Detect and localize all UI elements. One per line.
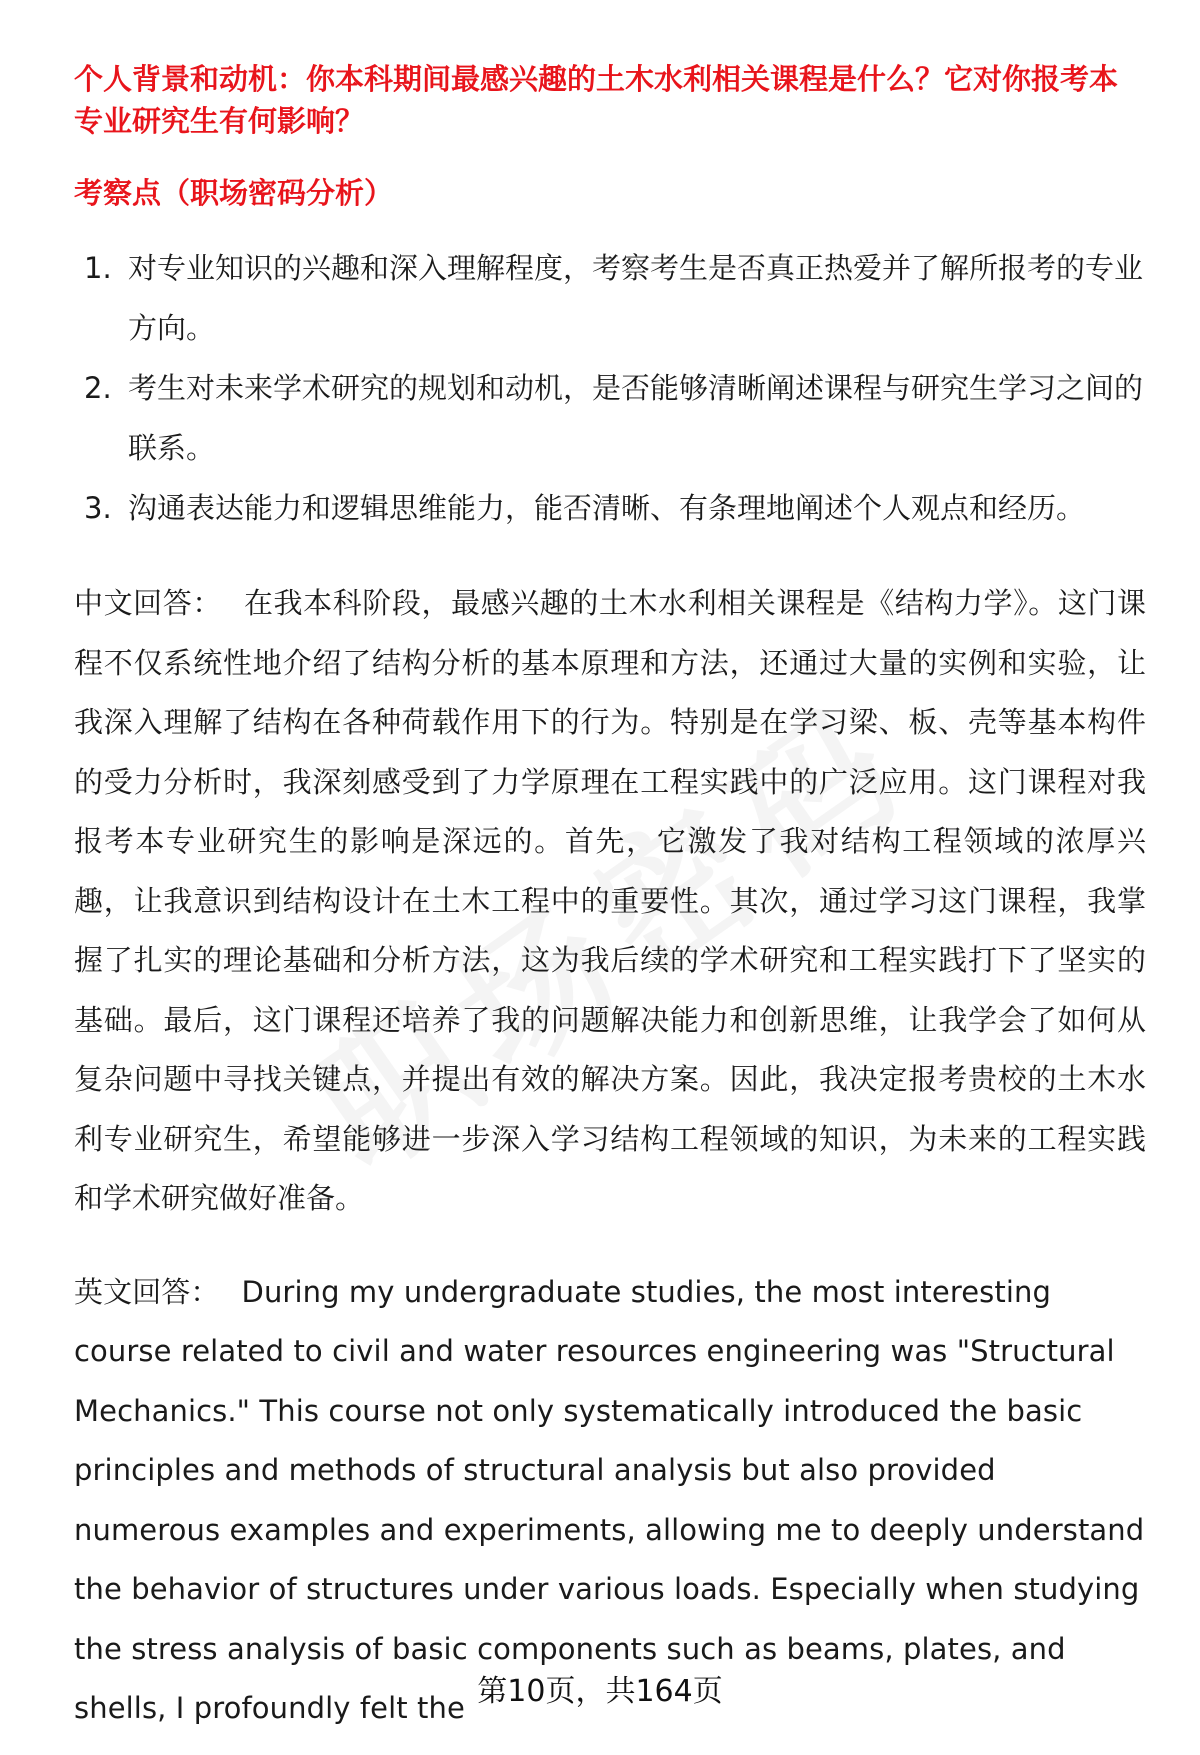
chinese-answer (74, 574, 1146, 1229)
chinese-answer-text: 在我本科阶段，最感兴趣的土木水利相关课程是《结构力学》。这门课程不仅系统性地介绍了结构分析的基本原理和方法，还通过大量的实例和实验，让我深入理解了结构在各种荷载作用下的行为。特别是在学习梁、板、壳等基本构件的受力分析时，我深刻感受到了力学原理在工程实践中的广泛应用。这门课程对我报考本专业研究生的影响是深远的。首先，它激发了我对结构工程领域的浓厚兴趣，让我意识到结构设计在土木工程中的重要性。其次，通过学习这门课程，我掌握了扎实的理论基础和分析方法，这为我后续的学术研究和工程实践打下了坚实的基础。最后，这门课程还培养了我的问题解决能力和创新思维，让我学会了如何从复杂问题中寻找关键点，并提出有效的解决方案。因此，我决定报考贵校的土木水利专业研究生，希望能够进一步深入学习结构工程领域的知识，为未来的工程实践和学术研究做好准备。 (74, 586, 1146, 1215)
list-item-text: 对专业知识的兴趣和深入理解程度，考察考生是否真正热爱并了解所报考的专业方向。 (128, 251, 1144, 345)
chinese-answer-label: 中文回答： (74, 586, 222, 620)
list-number: 1. (84, 251, 112, 285)
list-item-text: 沟通表达能力和逻辑思维能力，能否清晰、有条理地阐述个人观点和经历。 (128, 491, 1086, 525)
list-item-text: 考生对未来学术研究的规划和动机，是否能够清晰阐述课程与研究生学习之间的联系。 (128, 371, 1144, 465)
list-item (74, 238, 1146, 358)
section-heading: 考察点（职场密码分析） (74, 176, 394, 210)
list-item (74, 478, 1146, 538)
list-item (74, 358, 1146, 478)
english-answer-label: 英文回答： (74, 1274, 220, 1309)
page-number-footer: 第10页，共164页 (477, 1674, 723, 1709)
assessment-points-list (74, 238, 1146, 538)
english-answer-text: During my undergraduate studies, the most interesting course related to civil and water resources engineering was "Structural Mechanics." This course not only systematically introduced the basic principles and methods of structural analysis but also provided numerous examples and experiments, allowing me to deeply understand the behavior of structures under various loads. Especially when studying the stress analysis of basic components such as beams, plates, and shells, I profoundly felt the (74, 1274, 1145, 1725)
list-number: 2. (84, 371, 112, 405)
list-number: 3. (84, 491, 112, 525)
question-heading: 个人背景和动机：你本科期间最感兴趣的土木水利相关课程是什么？它对你报考本专业研究生有何影响？ (74, 62, 1119, 138)
english-answer (74, 1263, 1146, 1739)
document-page (74, 52, 1146, 1739)
